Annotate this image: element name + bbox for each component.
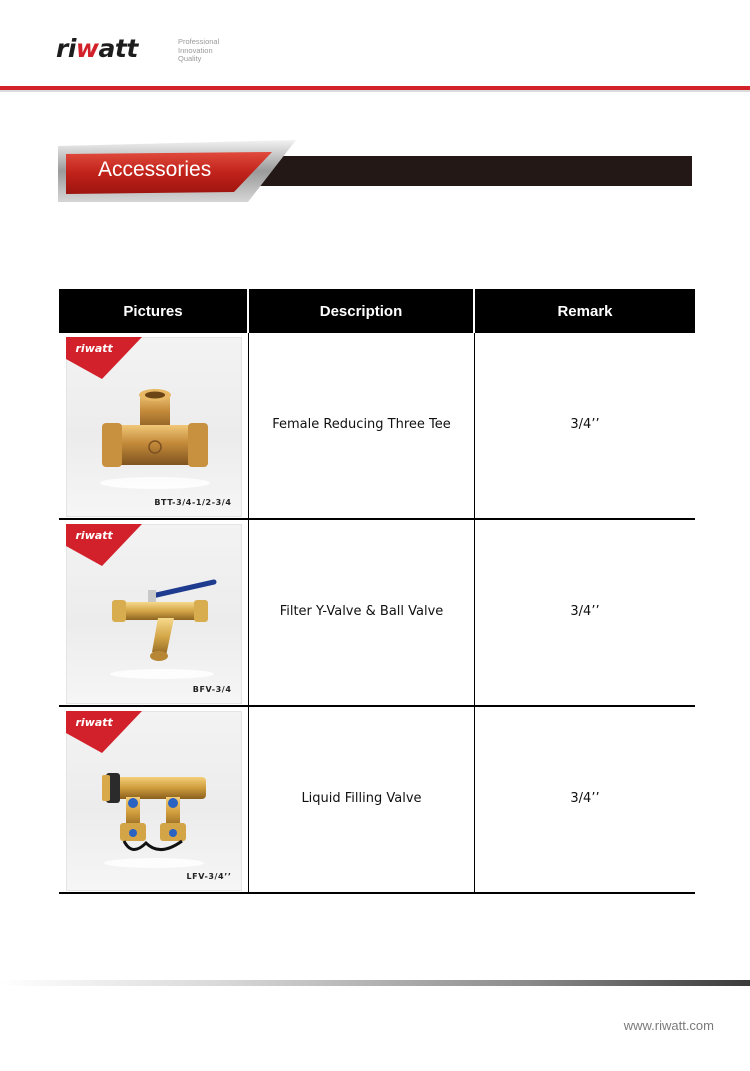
image-brand-label: riwatt [75, 529, 113, 542]
tagline-line: Professional [178, 37, 220, 46]
column-header-remark: Remark [557, 302, 613, 320]
footer-website-link[interactable]: www.riwatt.com [623, 1018, 714, 1033]
product-code: LFV-3/4’’ [186, 872, 232, 881]
tagline-line: Innovation [178, 45, 213, 55]
image-brand-label: riwatt [75, 342, 113, 355]
product-image [66, 711, 242, 891]
accessories-table [59, 289, 695, 894]
product-image [66, 337, 242, 517]
remark-cell [475, 707, 695, 892]
page-header [0, 0, 750, 95]
table-row [59, 520, 695, 707]
column-header-pictures: Pictures [59, 289, 249, 333]
section-title: Accessories [98, 158, 212, 181]
tagline-line: Quality [178, 54, 202, 63]
footer-divider [0, 980, 750, 986]
remark-text: 3/4’’ [570, 604, 600, 619]
picture-cell [59, 707, 249, 892]
remark-cell [475, 520, 695, 705]
brass-tee-icon [66, 337, 242, 517]
section-banner [58, 140, 698, 204]
table-row [59, 707, 695, 894]
description-cell [249, 707, 475, 892]
remark-text: 3/4’’ [570, 791, 600, 806]
remark-cell [475, 333, 695, 518]
product-code: BTT-3/4-1/2-3/4 [154, 498, 232, 507]
description-cell [249, 333, 475, 518]
table-row [59, 333, 695, 520]
company-logo: riwatt [56, 34, 138, 63]
column-header-description: Description [249, 289, 475, 333]
description-cell [249, 520, 475, 705]
table-header [59, 289, 695, 333]
image-brand-label: riwatt [75, 716, 113, 729]
remark-text: 3/4’’ [570, 417, 600, 432]
product-code: BFV-3/4 [192, 685, 232, 694]
y-valve-icon [66, 524, 242, 704]
filling-valve-icon [66, 711, 242, 891]
header-divider-shadow [0, 90, 750, 92]
picture-cell [59, 333, 249, 518]
picture-cell [59, 520, 249, 705]
product-image [66, 524, 242, 704]
description-text: Filter Y-Valve & Ball Valve [279, 604, 444, 619]
description-text: Female Reducing Three Tee [272, 417, 451, 432]
tagline [178, 38, 219, 64]
description-text: Liquid Filling Valve [301, 791, 422, 806]
